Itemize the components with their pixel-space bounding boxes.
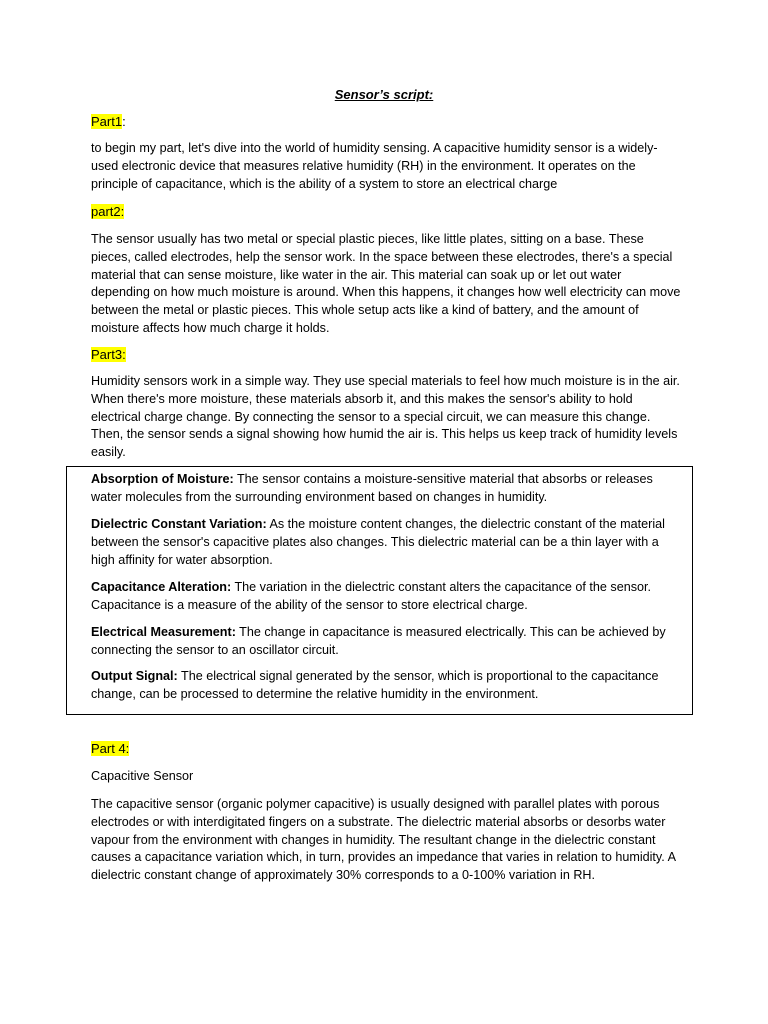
part2-paragraph: The sensor usually has two metal or special plastic pieces, like little plates, sitting on a base. These pieces, called electrodes, help the sensor work. In the space between these electrodes, there's a special material that can sense moisture, like water in the air. This material can soak up or let out water depending on how much moisture is around. When this happens, it changes how well electricity can move between the metal or plastic pieces. This whole setup acts like a kind of battery, and the amount of moisture affects how much charge it holds.: [91, 232, 681, 335]
box-item-term: Electrical Measurement:: [91, 625, 236, 639]
part1-label: Part1: [91, 114, 123, 129]
box-item-text: The sensor contains a moisture-sensitive material that absorbs or releases water molecules from the surrounding environment based on changes in humidity.: [91, 472, 653, 504]
box-item-term: Capacitance Alteration:: [91, 580, 232, 594]
part4-subtitle: Capacitive Sensor: [91, 769, 194, 783]
box-item-output: [91, 668, 681, 704]
box-item-dielectric: [91, 516, 681, 569]
box-item-text: The change in capacitance is measured electrically. This can be achieved by connecting the sensor to an oscillator circuit.: [91, 625, 666, 657]
part4-heading: [91, 740, 129, 757]
box-item-text: The electrical signal generated by the sensor, which is proportional to the capacitance change, can be processed to determine the relative humidity in the environment.: [91, 669, 659, 701]
part4-paragraph: The capacitive sensor (organic polymer capacitive) is usually designed with parallel plates with porous electrodes or with interdigitated fingers on a substrate. The dielectric material absorbs or desorbs water vapour from the environment with changes in humidity. The resultant change in the dielectric constant causes a capacitance variation which, in turn, provides an impedance that varies in relation to humidity. A dielectric constant change of approximately 30% corresponds to a 0-100% variation in RH.: [91, 797, 676, 883]
box-item-measurement: [91, 624, 681, 660]
part3-label: Part3:: [91, 347, 126, 362]
part2-label: part2:: [91, 204, 125, 219]
part3-heading: [91, 346, 126, 363]
part4-label: Part 4:: [91, 741, 130, 756]
box-item-text: As the moisture content changes, the dielectric constant of the material between the sensor's capacitive plates also changes. This dielectric material can be a thin layer with a high affinity for water absorption.: [91, 517, 665, 567]
box-item-capacitance: [91, 579, 681, 615]
part2-heading: [91, 203, 124, 220]
box-item-term: Absorption of Moisture:: [91, 472, 234, 486]
box-item-absorption: [91, 471, 681, 507]
page-title: Sensor’s script:: [334, 87, 434, 102]
box-item-text: The variation in the dielectric constant alters the capacitance of the sensor. Capacitance is a measure of the ability of the sensor to store electrical charge.: [91, 580, 652, 612]
part1-colon: :: [122, 114, 126, 129]
part3-paragraph: Humidity sensors work in a simple way. They use special materials to feel how much moisture is in the air. When there's more moisture, these materials absorb it, and this makes the sensor's ability to hold electrical charge change. By connecting the sensor to a special circuit, we can measure this change. Then, the sensor sends a signal showing how humid the air is. This helps us keep track of humidity levels easily.: [91, 374, 680, 460]
box-item-term: Output Signal:: [91, 669, 178, 683]
part1-heading: [91, 113, 126, 130]
box-item-term: Dielectric Constant Variation:: [91, 517, 267, 531]
part1-paragraph: to begin my part, let's dive into the world of humidity sensing. A capacitive humidity sensor is a widely-used electronic device that measures relative humidity (RH) in the environment. It operates on the principle of capacitance, which is the ability of a system to store an electrical charge: [91, 141, 658, 191]
